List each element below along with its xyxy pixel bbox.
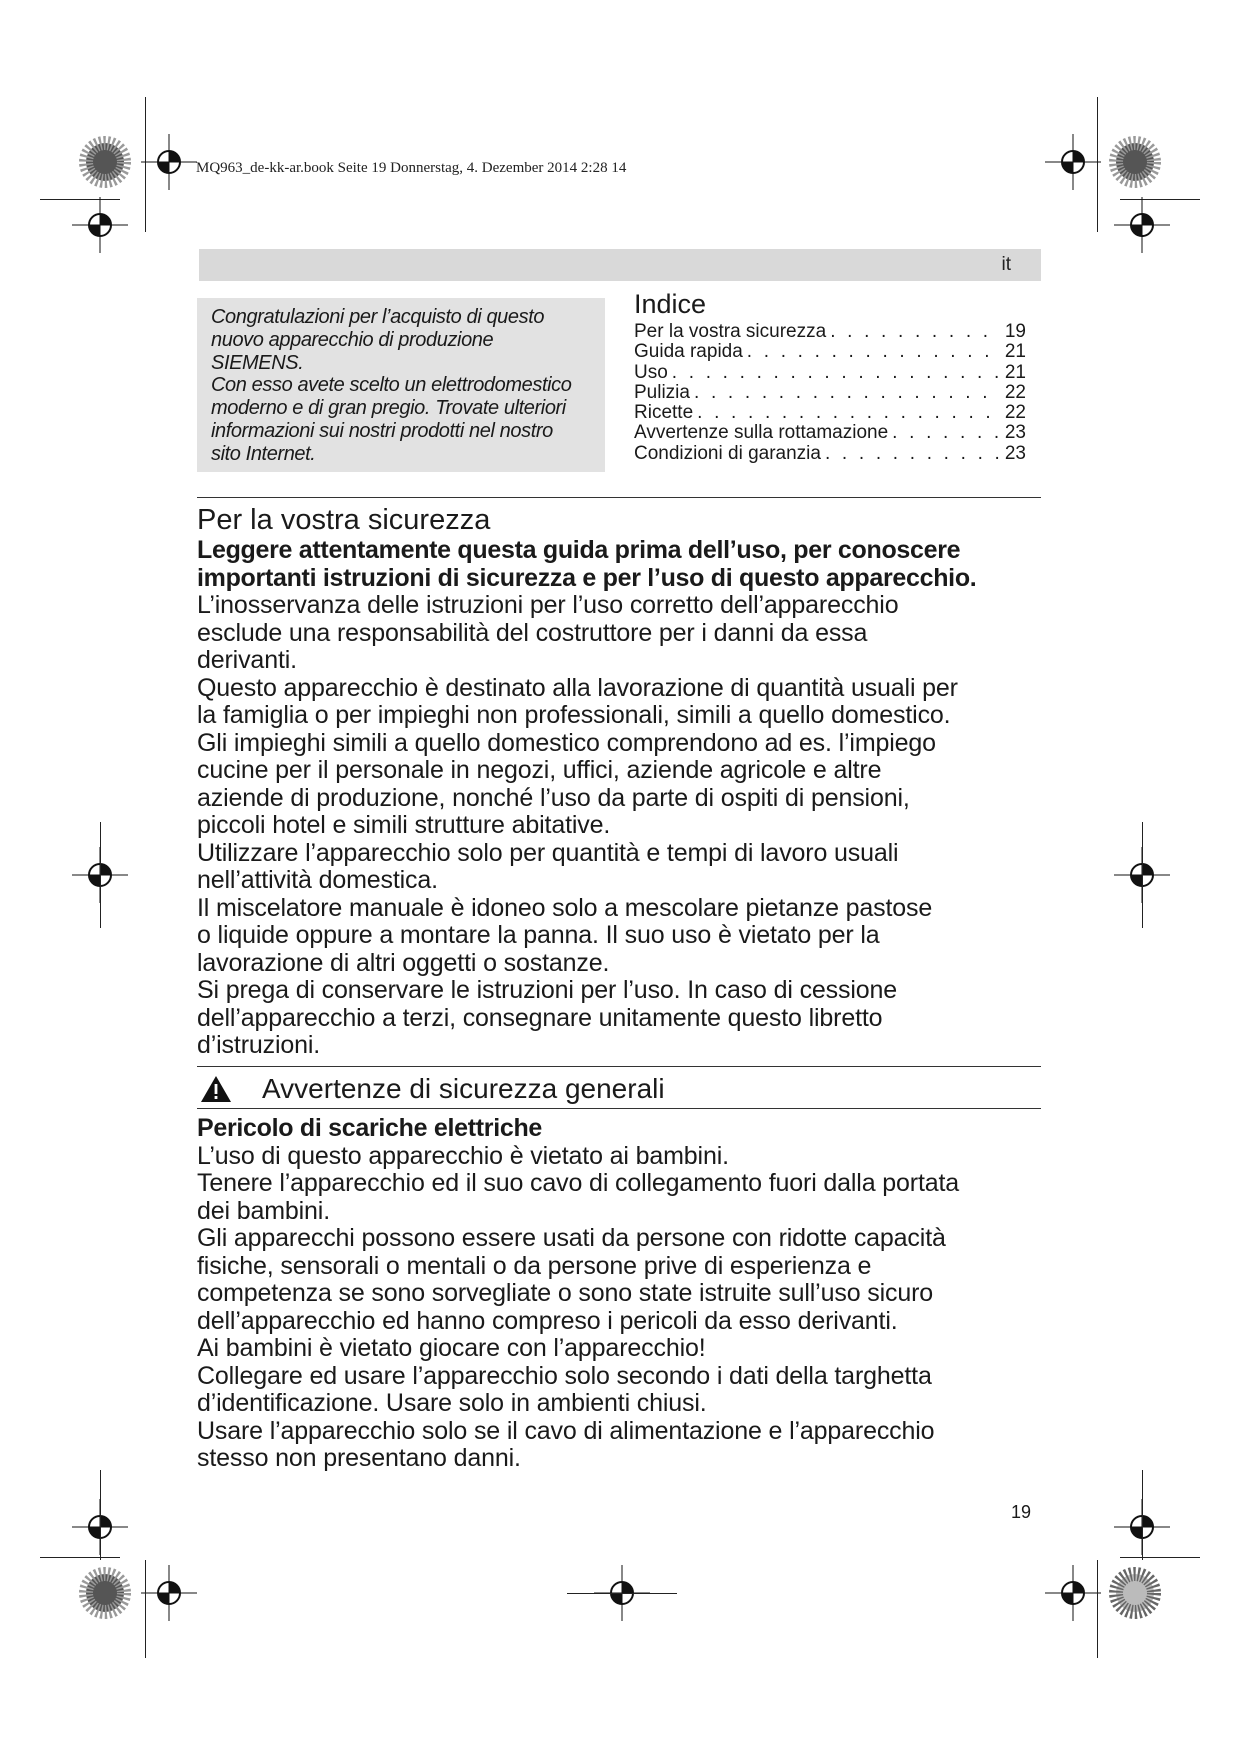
color-wheel-icon [75, 1563, 135, 1623]
book-header: MQ963_de-kk-ar.book Seite 19 Donnerstag, 4. Dezember 2014 2:28 14 [196, 160, 627, 176]
body-line: dell’apparecchio a terzi, consegnare unitamente questo libretto [197, 1003, 883, 1032]
toc-leader [690, 383, 1001, 403]
toc-item[interactable] [634, 363, 1026, 383]
intro-line: sito Internet. [211, 442, 316, 465]
page-number: 19 [1011, 1502, 1032, 1522]
toc-leader [693, 403, 1001, 423]
section-divider [197, 497, 1041, 498]
body-line: L’inosservanza delle istruzioni per l’uso corretto dell’apparecchio [197, 591, 899, 619]
body-line: Ai bambini è vietato giocare con l’apparecchio! [197, 1334, 706, 1362]
intro-line: nuovo apparecchio di produzione [211, 328, 494, 351]
crosshair-icon [139, 132, 199, 192]
toc-item-page: 23 [1004, 442, 1026, 464]
body-line: nell’attività domestica. [197, 866, 438, 894]
body-line: o liquide oppure a montare la panna. Il suo uso è vietato per la [197, 921, 880, 949]
section-divider [197, 1066, 1041, 1067]
body-line: d’identificazione. Usare solo in ambienti chiusi. [197, 1389, 707, 1417]
body-line: derivanti. [197, 646, 297, 674]
crosshair-icon [1112, 195, 1172, 255]
section-divider [197, 1108, 1041, 1109]
toc-leader [821, 444, 1001, 464]
general-warnings-section [197, 1115, 1047, 1473]
body-line: dei bambini. [197, 1196, 331, 1225]
toc-item[interactable] [634, 423, 1026, 443]
intro-line: Congratulazioni per l’acquisto di questo [211, 306, 545, 328]
body-line: lavorazione di altri oggetti o sostanze. [197, 948, 610, 977]
intro-line: informazioni sui nostri prodotti nel nostro [211, 419, 553, 442]
toc-item[interactable] [634, 383, 1026, 403]
toc-leader [888, 423, 1001, 443]
intro-line: SIEMENS. [211, 351, 304, 374]
toc-item-page: 19 [1004, 321, 1026, 342]
toc-leader [743, 342, 1001, 362]
warning-icon [200, 1075, 232, 1103]
crosshair-icon [139, 1563, 199, 1623]
toc-item[interactable] [634, 322, 1026, 342]
toc-leader [668, 363, 1001, 383]
safety-section [197, 503, 1047, 1060]
body-line: la famiglia o per impieghi non professionali, simili a quello domestico. [197, 701, 951, 729]
body-line: d’istruzioni. [197, 1031, 321, 1059]
body-line: Il miscelatore manuale è idoneo solo a mescolare pietanze pastose [197, 893, 933, 922]
body-line: Utilizzare l’apparecchio solo per quantità e tempi di lavoro usuali [197, 838, 899, 867]
toc-item-label: Pulizia [634, 381, 690, 403]
toc-item-page: 23 [1004, 422, 1026, 444]
crosshair-icon [1043, 1563, 1103, 1623]
toc-item[interactable] [634, 444, 1026, 464]
toc-leader [826, 322, 1001, 342]
toc-item-label: Guida rapida [634, 341, 743, 363]
body-line: aziende di produzione, nonché l’uso da parte di ospiti di pensioni, [197, 783, 910, 812]
crosshair-icon [1043, 132, 1103, 192]
body-line: competenza se sono sorvegliate o sono state istruite sull’uso sicuro [197, 1279, 934, 1307]
crosshair-icon [70, 195, 130, 255]
lead-line: importanti istruzioni di sicurezza e per l’uso di questo apparecchio. [197, 563, 977, 592]
body-line: stesso non presentano danni. [197, 1444, 521, 1472]
toc-item-label: Uso [634, 361, 668, 383]
body-line: Si prega di conservare le istruzioni per l’uso. In caso di cessione [197, 976, 898, 1004]
color-wheel-icon [75, 132, 135, 192]
body-line: esclude una responsabilità del costruttore per i danni da essa [197, 618, 868, 647]
body-line: L’uso di questo apparecchio è vietato ai bambini. [197, 1141, 729, 1170]
toc-title: Indice [634, 289, 707, 319]
toc-item-label: Per la vostra sicurezza [634, 321, 827, 342]
body-line: Gli impieghi simili a quello domestico comprendono ad es. l’impiego [197, 728, 936, 757]
language-bar [199, 249, 1041, 281]
section-title: Per la vostra sicurezza [197, 504, 491, 536]
toc-item-label: Avvertenze sulla rottamazione [634, 422, 889, 444]
body-line: Gli apparecchi possono essere usati da persone con ridotte capacità [197, 1224, 946, 1252]
toc-item-label: Ricette [634, 402, 694, 424]
body-line: cucine per il personale in negozi, uffici, aziende agricole e altre [197, 756, 882, 784]
body-line: Collegare ed usare l’apparecchio solo secondo i dati della targhetta [197, 1361, 932, 1390]
toc-item[interactable] [634, 403, 1026, 423]
body-line: fisiche, sensorali o mentali o da persone prive di esperienza e [197, 1251, 872, 1280]
body-line: dell’apparecchio ed hanno compreso i pericoli da esso derivanti. [197, 1306, 898, 1335]
toc-item-page: 21 [1004, 361, 1026, 383]
body-line: Tenere l’apparecchio ed il suo cavo di collegamento fuori dalla portata [197, 1169, 960, 1197]
body-line: Usare l’apparecchio solo se il cavo di alimentazione e l’apparecchio [197, 1416, 935, 1445]
toc-item-page: 22 [1004, 402, 1026, 424]
subsection-title: Pericolo di scariche elettriche [197, 1114, 543, 1142]
color-wheel-icon [1105, 132, 1165, 192]
intro-box [197, 298, 605, 472]
general-warnings-heading [197, 1071, 665, 1107]
body-line: piccoli hotel e simili strutture abitative. [197, 811, 611, 839]
color-wheel-icon [1105, 1563, 1165, 1623]
toc-item-page: 22 [1004, 381, 1026, 403]
language-code: it [1001, 254, 1011, 275]
toc-item-label: Condizioni di garanzia [634, 442, 821, 464]
general-warnings-title: Avvertenze di sicurezza generali [262, 1073, 665, 1104]
table-of-contents [634, 288, 1026, 464]
toc-item[interactable] [634, 342, 1026, 362]
intro-line: moderno e di gran pregio. Trovate ulteriori [211, 397, 566, 420]
body-line: Questo apparecchio è destinato alla lavorazione di quantità usuali per [197, 673, 958, 702]
intro-line: Con esso avete scelto un elettrodomestico [211, 374, 572, 397]
toc-item-page: 21 [1004, 341, 1026, 363]
lead-line: Leggere attentamente questa guida prima dell’uso, per conoscere [197, 536, 961, 564]
